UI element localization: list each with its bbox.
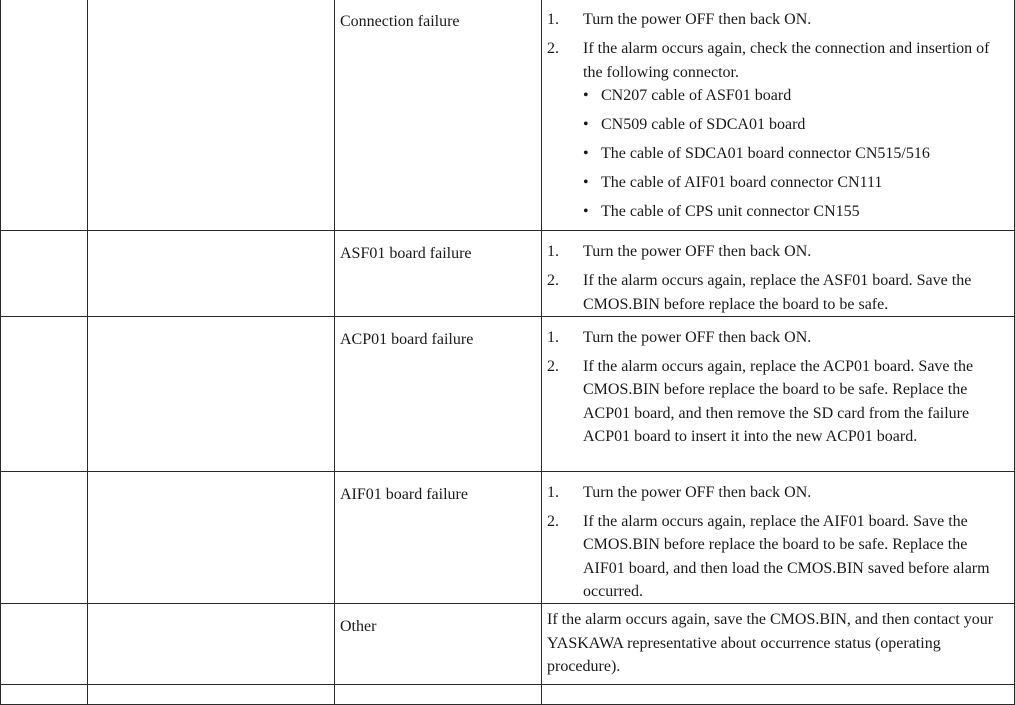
table-row [1, 604, 1015, 685]
bullet-icon: • [583, 115, 589, 133]
step-text: Turn the power OFF then back ON. [583, 243, 812, 260]
step-text: If the alarm occurs again, replace the ACP01 board. Save the CMOS.BIN before replace the board to be safe. Replace the ACP01 board, and then remove the SD card from the failure ACP01 board to insert it into the new ACP01 board. [583, 358, 974, 446]
table-row [1, 685, 1015, 705]
cause-cell [335, 231, 542, 317]
alarm-number-cell [1, 316, 88, 471]
bullet-icon: • [583, 202, 589, 220]
remedy-step [547, 269, 1004, 316]
cause-text: AIF01 board failure [340, 485, 468, 503]
step-number: 1. [547, 483, 559, 501]
step-text: Turn the power OFF then back ON. [583, 483, 812, 501]
remedy-cell [542, 604, 1015, 685]
alarm-name-cell [88, 685, 335, 705]
alarm-name-cell [88, 604, 335, 685]
list-item-text: The cable of AIF01 board connector CN111 [601, 173, 883, 191]
step-number: 2. [547, 513, 559, 531]
list-item [583, 142, 1004, 165]
alarm-number-cell [1, 471, 88, 603]
remedy-step [547, 240, 1004, 263]
remedy-steps [542, 240, 1014, 316]
alarm-number-cell [1, 685, 88, 705]
connector-list [583, 84, 1004, 223]
cause-cell [335, 316, 542, 471]
step-text: Turn the power OFF then back ON. [583, 11, 812, 28]
remedy-step [547, 510, 1004, 603]
list-item-text: CN207 cable of ASF01 board [601, 86, 792, 104]
step-text: Turn the power OFF then back ON. [583, 328, 812, 346]
cause-cell [335, 0, 542, 231]
bullet-icon: • [583, 144, 589, 162]
step-number: 2. [547, 40, 559, 58]
bullet-icon: • [583, 86, 589, 104]
step-text: If the alarm occurs again, replace the ASF01 board. Save the CMOS.BIN before replace the board to be safe. [583, 272, 972, 313]
list-item [583, 84, 1004, 107]
step-number: 1. [547, 243, 559, 260]
remedy-step [547, 8, 1004, 31]
step-number: 1. [547, 11, 559, 28]
alarm-number-cell [1, 0, 88, 231]
remedy-step [547, 326, 1004, 349]
cause-text: ASF01 board failure [340, 245, 472, 262]
remedy-cell [542, 685, 1015, 705]
table-row [1, 316, 1015, 471]
alarm-name-cell [88, 471, 335, 603]
remedy-text: If the alarm occurs again, save the CMOS.BIN, and then contact your YASKAWA representative about occurrence status (operating procedure). [547, 611, 994, 675]
bullet-icon: • [583, 173, 589, 191]
remedy-step [547, 481, 1004, 504]
alarm-name-cell [88, 0, 335, 231]
step-number: 2. [547, 358, 559, 376]
cause-cell [335, 604, 542, 685]
list-item [583, 113, 1004, 136]
remedy-cell [542, 471, 1015, 603]
cause-cell [335, 685, 542, 705]
remedy-step [547, 355, 1004, 448]
remedy-steps [542, 326, 1014, 448]
step-text: If the alarm occurs again, check the connection and insertion of the following connector. [583, 40, 990, 81]
alarm-number-cell [1, 231, 88, 317]
cause-text: Other [340, 618, 377, 636]
alarm-name-cell [88, 231, 335, 317]
table-row [1, 0, 1015, 231]
step-number: 2. [547, 272, 559, 290]
remedy-cell [542, 316, 1015, 471]
list-item [583, 200, 1004, 223]
cause-text: Connection failure [340, 13, 460, 30]
remedy-steps [542, 481, 1014, 603]
alarm-name-cell [88, 316, 335, 471]
remedy-step [547, 37, 1004, 223]
cause-text: ACP01 board failure [340, 330, 474, 348]
cause-cell [335, 471, 542, 603]
list-item-text: The cable of CPS unit connector CN155 [601, 202, 860, 220]
list-item-text: CN509 cable of SDCA01 board [601, 115, 806, 133]
step-number: 1. [547, 328, 559, 346]
table-row [1, 471, 1015, 603]
remedy-cell [542, 0, 1015, 231]
step-text: If the alarm occurs again, replace the AIF01 board. Save the CMOS.BIN before replace the board to be safe. Replace the AIF01 board, and then load the CMOS.BIN saved before alarm occurred. [583, 513, 990, 601]
list-item-text: The cable of SDCA01 board connector CN515/516 [601, 144, 930, 162]
remedy-steps [542, 8, 1014, 223]
remedy-cell [542, 231, 1015, 317]
alarm-number-cell [1, 604, 88, 685]
list-item [583, 171, 1004, 194]
table-row [1, 231, 1015, 317]
